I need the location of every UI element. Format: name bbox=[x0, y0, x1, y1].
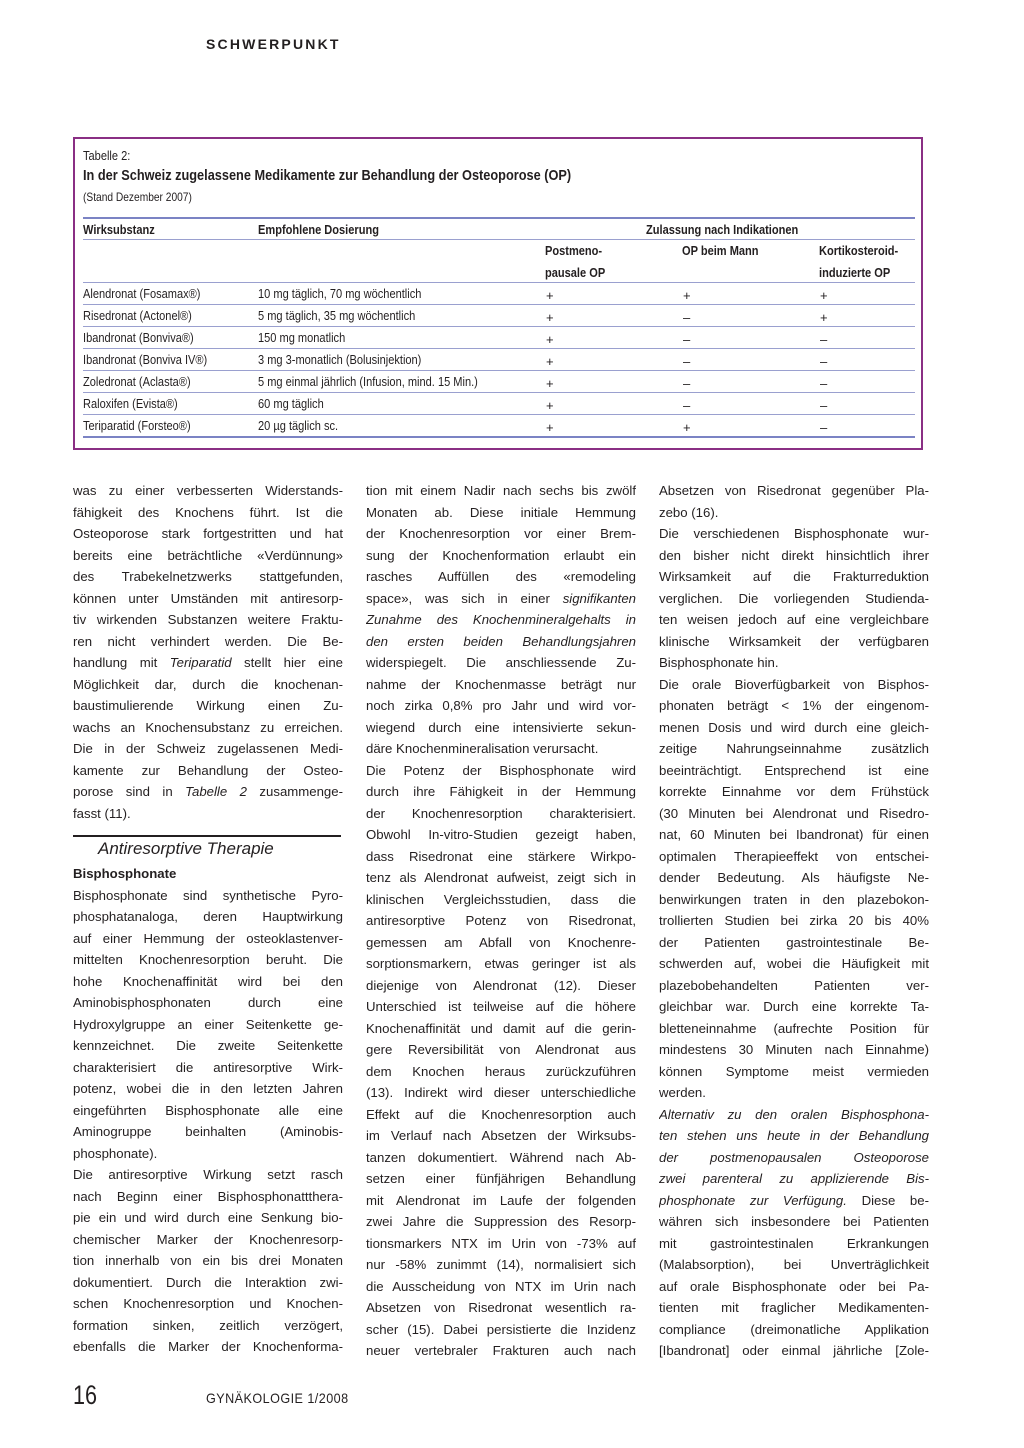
text-line: diejenige von Alendronat (12). Dieser bbox=[366, 977, 636, 993]
text-line: Unterschied ist teilweise auf die höhere bbox=[366, 999, 636, 1014]
text-line: währen sich insbesondere bei Patienten bbox=[659, 1214, 929, 1229]
text-line: fasst (11). bbox=[73, 805, 131, 821]
cell-cortico: + bbox=[820, 310, 828, 325]
text-line: setzen einer fünfjährigen Behandlung bbox=[366, 1171, 636, 1186]
text-line: Hydroxylgruppe an einer Seitenkette ge- bbox=[73, 1016, 343, 1032]
text-line: Die antiresorptive Wirkung setzt rasch bbox=[73, 1167, 343, 1182]
text-line: antiresorptive Potenz von Risedronat, bbox=[366, 913, 636, 928]
text-line: ebenfalls die Marker der Knochenforma- bbox=[73, 1339, 343, 1354]
text-line: Die in der Schweiz zugelassenen Medi- bbox=[73, 741, 343, 756]
section-heading: Antiresorptive Therapie bbox=[98, 839, 274, 858]
sub-header-postmeno-1: Postmeno- bbox=[545, 243, 603, 258]
text-run: porose sind in bbox=[73, 784, 186, 799]
text-line: durch ihre Fähigkeit in der Hemmung bbox=[366, 784, 636, 799]
cell-dosage: 60 mg täglich bbox=[258, 396, 324, 411]
table-rule bbox=[83, 392, 915, 393]
sub-header-cortico-2: induzierte OP bbox=[819, 265, 891, 280]
cell-cortico: + bbox=[820, 288, 828, 303]
text-line: zeitige Nahrungseinnahme zusätzlich bbox=[659, 741, 929, 756]
text-line: zwei Jahre die Suppression des Resorp- bbox=[366, 1214, 636, 1229]
text-line: werden. bbox=[659, 1085, 706, 1100]
text-column-1-continued bbox=[73, 863, 343, 1358]
text-line: Die verschiedenen Bisphosphonate wur- bbox=[659, 526, 929, 541]
text-line: schwerden auf, wobei die Häufigkeit mit bbox=[659, 956, 929, 971]
text-line: der Knochenresorption charakterisiert. bbox=[366, 805, 636, 821]
cell-cortico: – bbox=[820, 376, 828, 391]
table-rule bbox=[83, 304, 915, 305]
text-line bbox=[659, 1147, 929, 1169]
text-line: phonaten beträgt < 1% der eingenom- bbox=[659, 698, 929, 713]
subheading: Bisphosphonate bbox=[73, 866, 177, 881]
text-line: korrekte Einnahme vor dem Frühstück bbox=[659, 784, 929, 799]
italic-run: Zunahme des Knochenmineralgehalts in bbox=[366, 612, 636, 627]
cell-dosage: 5 mg täglich, 35 mg wöchentlich bbox=[258, 308, 416, 323]
text-line bbox=[73, 781, 343, 803]
text-line: Die orale Bioverfügbarkeit von Bisphos- bbox=[659, 676, 929, 692]
cell-cortico: – bbox=[820, 398, 828, 413]
text-line: des Trabekelnetzwerks stattgefunden, bbox=[73, 569, 343, 584]
text-line: compliance (dreimonatliche Applikation bbox=[659, 1321, 929, 1337]
text-line: wachs an Knochensubstanz zu erreichen. bbox=[73, 719, 343, 735]
text-line bbox=[366, 588, 636, 610]
cell-men: – bbox=[683, 398, 691, 413]
cell-postmeno: + bbox=[546, 332, 554, 347]
cell-men: + bbox=[683, 288, 691, 303]
table-rule bbox=[83, 326, 915, 327]
cell-cortico: – bbox=[820, 354, 828, 369]
text-line: phosphonate). bbox=[73, 1145, 158, 1161]
text-line: formation sinken, zeitlich verzögert, bbox=[73, 1317, 343, 1333]
text-line: tion mit einem Nadir nach sechs bis zwölf bbox=[366, 483, 636, 498]
cell-men: – bbox=[683, 310, 691, 325]
cell-substance: Ibandronat (Bonviva®) bbox=[83, 330, 194, 345]
text-line: mindestens 30 Minuten nach Einnahme) bbox=[659, 1042, 929, 1057]
text-line: nahme der Knochenmasse beträgt nur bbox=[366, 676, 636, 692]
text-line: Absetzen von Risedronat wesentlich ra- bbox=[366, 1300, 636, 1315]
text-line: nach Beginn einer Bisphosphonattthera- bbox=[73, 1188, 343, 1204]
cell-men: + bbox=[683, 420, 691, 435]
cell-cortico: – bbox=[820, 332, 828, 347]
cell-substance: Raloxifen (Evista®) bbox=[83, 396, 178, 411]
text-line: chemischer Marker der Knochenresorp- bbox=[73, 1231, 343, 1247]
cell-substance: Risedronat (Actonel®) bbox=[83, 308, 192, 323]
text-line: däre Knochenmineralisation verursacht. bbox=[366, 741, 599, 756]
text-line: sorptionsmarkern, etwas geringer ist als bbox=[366, 956, 636, 971]
text-line: nat, 60 Minuten bei Ibandronat) für einen bbox=[659, 827, 929, 842]
cell-substance: Ibandronat (Bonviva IV®) bbox=[83, 352, 208, 367]
cell-substance: Alendronat (Fosamax®) bbox=[83, 286, 201, 301]
table-rule bbox=[83, 370, 915, 371]
text-line bbox=[659, 1168, 929, 1190]
text-line: ren nicht verhindert werden. Die Be- bbox=[73, 633, 343, 649]
cell-postmeno: + bbox=[546, 420, 554, 435]
text-run: handlung mit bbox=[73, 655, 170, 670]
text-line bbox=[73, 652, 343, 674]
cell-postmeno: + bbox=[546, 398, 554, 413]
text-line: gemessen am Abfall von Knochenre- bbox=[366, 934, 636, 950]
text-line bbox=[659, 1125, 929, 1147]
text-line: tenz als Alendronat aufweist, zeigt sich in bbox=[366, 870, 636, 885]
italic-run: der postmenopausalen Osteoporose bbox=[659, 1149, 929, 1165]
text-line: (13). Indirekt wird dieser unterschiedliche bbox=[366, 1085, 636, 1100]
text-line: baustimulierende Wirkung einen Zu- bbox=[73, 698, 343, 713]
page-number: 16 bbox=[73, 1380, 98, 1410]
table-rule bbox=[83, 217, 915, 219]
text-line: Aminogruppe beinhalten (Aminobis- bbox=[73, 1124, 343, 1139]
text-line: Die Potenz der Bisphosphonate wird bbox=[366, 762, 636, 778]
cell-postmeno: + bbox=[546, 310, 554, 325]
text-line: Möglichkeit dar, durch die knochenan- bbox=[73, 676, 343, 692]
text-line: kennzeichnet. Die zweite Seitenkette bbox=[73, 1038, 343, 1053]
text-line: gleichbar war. Durch eine korrekte Ta- bbox=[659, 999, 929, 1014]
text-line: der Knochenresorption vor einer Brem- bbox=[366, 526, 636, 541]
text-run: Diese be- bbox=[846, 1192, 929, 1208]
cell-dosage: 150 mg monatlich bbox=[258, 330, 346, 345]
text-line: der Patienten gastrointestinale Be- bbox=[659, 934, 929, 950]
text-line: [Ibandronat] oder einmal jährliche [Zole- bbox=[659, 1343, 929, 1358]
text-line: menen Dosis und wird durch eine gleich- bbox=[659, 719, 929, 735]
text-column-1 bbox=[73, 480, 343, 824]
text-line: widerspiegelt. Die anschliessende Zu- bbox=[366, 655, 636, 670]
cell-men: – bbox=[683, 332, 691, 347]
text-line: können unter Umständen mit antiresorp- bbox=[73, 590, 343, 606]
text-line: Bisphosphonate sind synthetische Pyro- bbox=[73, 887, 343, 903]
table-rule bbox=[83, 239, 915, 240]
text-line: bletteneinnahme (aufrechte Position für bbox=[659, 1020, 929, 1036]
text-line: pie ein und wird durch eine Senkung bio- bbox=[73, 1210, 343, 1225]
text-line: verglichen. Die vorliegenden Studienda- bbox=[659, 590, 929, 606]
text-line: klinische Wirksamkeit der verfügbaren bbox=[659, 633, 929, 649]
text-line: scher (15). Dabei persistierte die Inzidenz bbox=[366, 1321, 636, 1337]
text-line: Obwohl In-vitro-Studien gezeigt haben, bbox=[366, 827, 636, 842]
text-line: auf einer Hemmung der osteoklastenver- bbox=[73, 930, 343, 946]
text-line: charakterisiert die antiresorptive Wirk- bbox=[73, 1059, 343, 1075]
text-run: zusammenge- bbox=[246, 784, 343, 799]
text-line: gere Reversibilität von Alendronat aus bbox=[366, 1042, 636, 1057]
sub-header-postmeno-2: pausale OP bbox=[545, 265, 606, 280]
text-line: tienten mit fraglicher Medikamenten- bbox=[659, 1300, 929, 1315]
text-line: mittelten Knochenresorption beruht. Die bbox=[73, 952, 343, 967]
cell-postmeno: + bbox=[546, 354, 554, 369]
cell-dosage: 5 mg einmal jährlich (Infusion, mind. 15 Min.) bbox=[258, 374, 478, 389]
text-line: Wirksamkeit auf die Frakturreduktion bbox=[659, 569, 929, 584]
col-header-indications: Zulassung nach Indikationen bbox=[646, 222, 799, 237]
text-line: potenz, wobei die in den letzten Jahren bbox=[73, 1081, 343, 1096]
text-line: plazebobehandelten Patienten ver- bbox=[659, 977, 929, 993]
section-header: SCHWERPUNKT bbox=[206, 36, 341, 52]
table-box bbox=[73, 137, 923, 450]
text-line: können Symptome meist vermieden bbox=[659, 1063, 929, 1079]
text-line: phosphatanaloga, deren Hauptwirkung bbox=[73, 909, 343, 924]
text-line: dender Bedeutung. Als häufigste Ne- bbox=[659, 870, 929, 885]
italic-run: Tabelle 2 bbox=[185, 784, 247, 799]
journal-name: GYNÄKOLOGIE 1/2008 bbox=[206, 1390, 349, 1406]
text-line bbox=[366, 631, 636, 653]
italic-run: Alternativ zu den oralen Bisphosphona- bbox=[659, 1106, 929, 1122]
table-rule bbox=[83, 348, 915, 349]
text-run: space», was sich in einer bbox=[366, 590, 563, 606]
italic-run: den ersten beiden Behandlungsjahren bbox=[366, 633, 636, 649]
cell-dosage: 3 mg 3-monatlich (Bolusinjektion) bbox=[258, 352, 422, 367]
text-line: Monaten ab. Diese initiale Hemmung bbox=[366, 504, 636, 520]
text-line: beeinträchtigt. Entsprechend ist eine bbox=[659, 762, 929, 778]
table-label: Tabelle 2: bbox=[83, 148, 131, 163]
text-line: eingeführten Bisphosphonate alle eine bbox=[73, 1102, 343, 1118]
italic-run: zwei parenteral zu applizierende Bis- bbox=[659, 1171, 929, 1186]
text-column-3 bbox=[659, 480, 929, 1362]
text-line: Aminobisphosphonaten durch eine bbox=[73, 995, 343, 1010]
text-line: auf orale Bisphosphonate oder bei Pa- bbox=[659, 1278, 929, 1294]
text-column-2 bbox=[366, 480, 636, 1362]
text-line: fähigkeit des Knochens führt. Ist die bbox=[73, 504, 343, 520]
cell-postmeno: + bbox=[546, 288, 554, 303]
text-line: wiegend durch eine intensivierte sekun- bbox=[366, 719, 636, 735]
text-line: tionsmarkers NTX im Urin von -73% auf bbox=[366, 1235, 636, 1251]
cell-men: – bbox=[683, 376, 691, 391]
text-line: schen Knochenresorption und Knochen- bbox=[73, 1296, 343, 1311]
text-line: klinischen Vergleichsstudien, dass die bbox=[366, 891, 636, 907]
sub-header-men: OP beim Mann bbox=[682, 243, 759, 258]
col-header-substance: Wirksubstanz bbox=[83, 222, 155, 237]
text-line bbox=[659, 1104, 929, 1126]
text-line: im Verlauf nach Absetzen der Wirksubs- bbox=[366, 1128, 636, 1143]
text-line: kamente zur Behandlung der Osteo- bbox=[73, 762, 343, 778]
text-line: nur -58% zunimmt (14), normalisiert sich bbox=[366, 1257, 636, 1272]
table-note: (Stand Dezember 2007) bbox=[83, 190, 192, 204]
text-line: tiv wirkenden Substanzen weitere Fraktu- bbox=[73, 612, 343, 627]
text-line: die Ausscheidung von NTX im Urin nach bbox=[366, 1278, 636, 1294]
text-line: optimalen Therapieeffekt von entschei- bbox=[659, 848, 929, 864]
cell-postmeno: + bbox=[546, 376, 554, 391]
text-line: mit Alendronat im Laufe der folgenden bbox=[366, 1192, 636, 1208]
table-rule bbox=[83, 282, 915, 283]
text-line: trollierten Studien bei zirka 20 bis 40% bbox=[659, 913, 929, 928]
text-line: bereits eine beträchtliche «Verdünnung» bbox=[73, 547, 343, 563]
cell-dosage: 10 mg täglich, 70 mg wöchentlich bbox=[258, 286, 422, 301]
text-line: neuer vertebraler Frakturen auch nach bbox=[366, 1343, 636, 1358]
table-rule bbox=[83, 414, 915, 415]
text-line: Knochenaffinität und damit auf die gerin- bbox=[366, 1020, 636, 1036]
text-line: dem Knochen heraus zurückzuführen bbox=[366, 1063, 636, 1079]
text-line: was zu einer verbesserten Widerstands- bbox=[73, 483, 343, 498]
text-line: sung der Knochenformation erlaubt ein bbox=[366, 547, 636, 563]
table-title: In der Schweiz zugelassene Medikamente zur Behandlung der Osteoporose (OP) bbox=[83, 167, 572, 184]
text-line: (Malabsorption), bei Unverträglichkeit bbox=[659, 1257, 929, 1272]
text-line: Absetzen von Risedronat gegenüber Pla- bbox=[659, 483, 929, 498]
text-line: Osteoporose stark fortgestritten und hat bbox=[73, 526, 343, 541]
cell-dosage: 20 µg täglich sc. bbox=[258, 418, 339, 433]
section-rule bbox=[73, 835, 341, 837]
italic-run: signifikanten bbox=[562, 590, 636, 606]
cell-substance: Zoledronat (Aclasta®) bbox=[83, 374, 191, 389]
italic-run: ten stehen uns heute in der Behandlung bbox=[659, 1128, 929, 1143]
col-header-dosage: Empfohlene Dosierung bbox=[258, 222, 379, 237]
text-line: zebo (16). bbox=[659, 504, 719, 520]
text-line: Effekt auf die Knochenresorption auch bbox=[366, 1106, 636, 1122]
italic-run: Teriparatid bbox=[169, 655, 232, 670]
text-line: den bisher nicht direkt hinsichtlich ihrer bbox=[659, 547, 929, 563]
text-line bbox=[366, 609, 636, 631]
italic-run: phosphonate zur Verfügung. bbox=[659, 1192, 847, 1208]
cell-substance: Teriparatid (Forsteo®) bbox=[83, 418, 191, 433]
text-line: tion innerhalb von ein bis drei Monaten bbox=[73, 1253, 343, 1268]
cell-men: – bbox=[683, 354, 691, 369]
text-line: Bisphosphonate hin. bbox=[659, 655, 779, 670]
text-line: benwirkungen traten in den plazebokon- bbox=[659, 891, 929, 907]
text-line bbox=[659, 1190, 929, 1212]
text-line: (30 Minuten bei Alendronat und Risedro- bbox=[659, 805, 929, 821]
cell-cortico: – bbox=[820, 420, 828, 435]
text-run: stellt hier eine bbox=[231, 655, 343, 670]
text-line: noch zirka 0,8% pro Jahr und wird vor- bbox=[366, 698, 636, 713]
text-line: tanzen dokumentiert. Während nach Ab- bbox=[366, 1149, 636, 1165]
text-line: ten weisen jedoch auf eine vergleichbare bbox=[659, 612, 929, 627]
sub-header-cortico-1: Kortikosteroid- bbox=[819, 243, 899, 258]
text-line: rasches Auffüllen des «remodeling bbox=[366, 569, 636, 584]
text-line: dokumentiert. Durch die Interaktion zwi- bbox=[73, 1274, 343, 1290]
table-rule bbox=[83, 436, 915, 438]
text-line: hohe Knochenaffinität wird bei den bbox=[73, 973, 343, 989]
text-line: dass Risedronat eine stärkere Wirkpo- bbox=[366, 848, 636, 864]
text-line: mit gastrointestinalen Erkrankungen bbox=[659, 1235, 929, 1251]
